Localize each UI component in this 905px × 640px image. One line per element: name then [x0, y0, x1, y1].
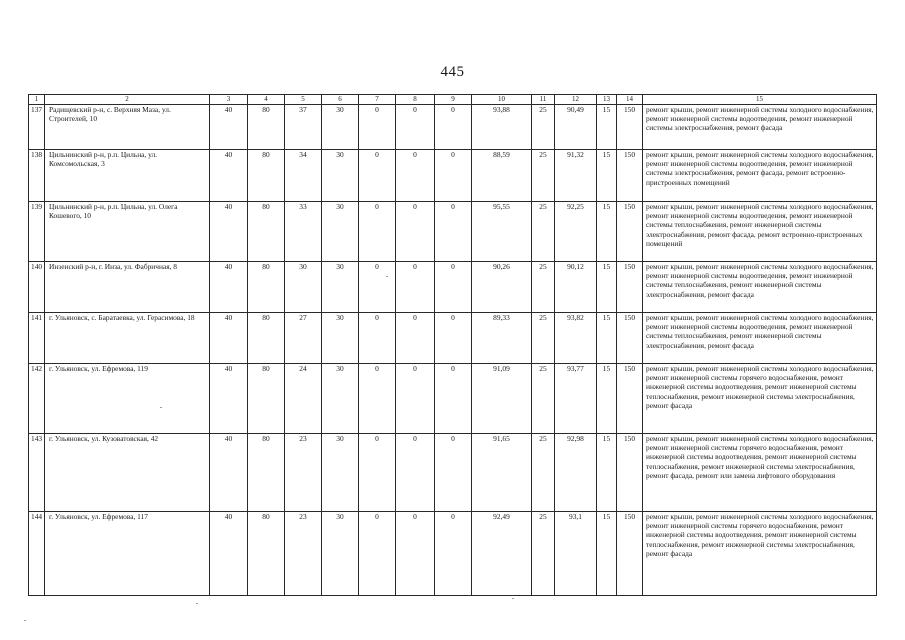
value-cell: 0	[435, 150, 472, 202]
value-cell: 0	[435, 262, 472, 313]
header-cell: 15	[643, 95, 877, 105]
address-cell: г. Ульяновск, ул. Кузоватовская, 42	[45, 434, 210, 512]
address-cell: г. Ульяновск, с. Баратаевка, ул. Герасимова, 18	[45, 313, 210, 364]
value-cell: 0	[359, 150, 396, 202]
header-cell: 12	[555, 95, 597, 105]
value-cell: 88,59	[472, 150, 532, 202]
value-cell: 150	[617, 150, 643, 202]
address-cell: г. Ульяновск, ул. Ефремова, 119	[45, 364, 210, 434]
address-cell: Инзенский р-н, г. Инза, ул. Фабричная, 8	[45, 262, 210, 313]
header-cell: 9	[435, 95, 472, 105]
value-cell: 30	[285, 262, 322, 313]
table-row	[29, 262, 877, 313]
value-cell: 40	[210, 434, 248, 512]
page-number: 445	[440, 64, 465, 80]
table-row	[29, 313, 877, 364]
header-cell: 1	[29, 95, 45, 105]
repair-table	[28, 94, 877, 596]
value-cell: 0	[435, 434, 472, 512]
value-cell: 0	[435, 202, 472, 262]
value-cell: 0	[396, 512, 435, 596]
value-cell: 93,82	[555, 313, 597, 364]
header-cell: 2	[45, 95, 210, 105]
value-cell: 23	[285, 512, 322, 596]
value-cell: 0	[359, 313, 396, 364]
value-cell: 40	[210, 202, 248, 262]
scan-speck	[386, 276, 388, 277]
value-cell: 90,12	[555, 262, 597, 313]
value-cell: 15	[597, 512, 617, 596]
value-cell: 15	[597, 150, 617, 202]
value-cell: 80	[248, 105, 285, 150]
row-number: 138	[29, 150, 45, 202]
value-cell: 89,33	[472, 313, 532, 364]
value-cell: 0	[359, 262, 396, 313]
value-cell: 90,49	[555, 105, 597, 150]
row-number: 142	[29, 364, 45, 434]
works-cell: ремонт крыши, ремонт инженерной системы холодного водоснабжения, ремонт инженерной системы горячего водоснабжения, ремонт инженерной системы водоотведения, ремонт инженерной системы теплоснабжения, ремонт инженерной системы электроснабжения, ремонт фасада	[643, 364, 877, 434]
scan-speck	[24, 620, 26, 621]
value-cell: 92,49	[472, 512, 532, 596]
value-cell: 0	[359, 105, 396, 150]
address-cell: Радищевский р-н, с. Верхняя Маза, ул. Строителей, 10	[45, 105, 210, 150]
header-cell: 13	[597, 95, 617, 105]
value-cell: 91,09	[472, 364, 532, 434]
value-cell: 150	[617, 105, 643, 150]
value-cell: 0	[435, 512, 472, 596]
value-cell: 15	[597, 434, 617, 512]
value-cell: 0	[396, 202, 435, 262]
value-cell: 80	[248, 434, 285, 512]
row-number: 139	[29, 202, 45, 262]
value-cell: 150	[617, 202, 643, 262]
row-number: 137	[29, 105, 45, 150]
value-cell: 80	[248, 364, 285, 434]
value-cell: 30	[322, 150, 359, 202]
value-cell: 33	[285, 202, 322, 262]
value-cell: 27	[285, 313, 322, 364]
value-cell: 0	[435, 105, 472, 150]
works-cell: ремонт крыши, ремонт инженерной системы холодного водоснабжения, ремонт инженерной системы водоотведения, ремонт инженерной системы теплоснабжения, ремонт инженерной системы электроснабжения, ремонт фасада	[643, 313, 877, 364]
works-cell: ремонт крыши, ремонт инженерной системы холодного водоснабжения, ремонт инженерной системы водоотведения, ремонт инженерной системы электроснабжения, ремонт фасада, ремонт встроенно-пристроенных помещений	[643, 150, 877, 202]
scan-speck	[160, 407, 162, 408]
value-cell: 150	[617, 262, 643, 313]
value-cell: 93,77	[555, 364, 597, 434]
value-cell: 80	[248, 150, 285, 202]
value-cell: 25	[532, 512, 555, 596]
value-cell: 25	[532, 262, 555, 313]
value-cell: 40	[210, 364, 248, 434]
value-cell: 25	[532, 313, 555, 364]
value-cell: 0	[396, 313, 435, 364]
value-cell: 30	[322, 105, 359, 150]
header-cell: 3	[210, 95, 248, 105]
value-cell: 0	[396, 364, 435, 434]
row-number: 143	[29, 434, 45, 512]
repair-table-wrapper	[28, 94, 876, 596]
value-cell: 95,55	[472, 202, 532, 262]
value-cell: 15	[597, 262, 617, 313]
address-cell: Цильнинский р-н, р.п. Цильна, ул. Олега Кошевого, 10	[45, 202, 210, 262]
header-cell: 8	[396, 95, 435, 105]
value-cell: 80	[248, 512, 285, 596]
table-row	[29, 105, 877, 150]
works-cell: ремонт крыши, ремонт инженерной системы холодного водоснабжения, ремонт инженерной системы водоотведения, ремонт инженерной системы электроснабжения, ремонт фасада	[643, 105, 877, 150]
value-cell: 34	[285, 150, 322, 202]
value-cell: 0	[396, 434, 435, 512]
value-cell: 40	[210, 150, 248, 202]
address-cell: г. Ульяновск, ул. Ефремова, 117	[45, 512, 210, 596]
value-cell: 15	[597, 105, 617, 150]
value-cell: 30	[322, 202, 359, 262]
value-cell: 90,26	[472, 262, 532, 313]
value-cell: 0	[435, 364, 472, 434]
value-cell: 92,25	[555, 202, 597, 262]
works-cell: ремонт крыши, ремонт инженерной системы холодного водоснабжения, ремонт инженерной системы водоотведения, ремонт инженерной системы теплоснабжения, ремонт инженерной системы электроснабжения, ремонт фасада	[643, 262, 877, 313]
value-cell: 25	[532, 364, 555, 434]
value-cell: 25	[532, 202, 555, 262]
table-row	[29, 434, 877, 512]
value-cell: 93,88	[472, 105, 532, 150]
value-cell: 30	[322, 512, 359, 596]
works-cell: ремонт крыши, ремонт инженерной системы холодного водоснабжения, ремонт инженерной системы водоотведения, ремонт инженерной системы теплоснабжения, ремонт инженерной системы электроснабжения, ремонт фасада, ремонт встроенно-пристроенных помещений	[643, 202, 877, 262]
row-number: 144	[29, 512, 45, 596]
value-cell: 15	[597, 364, 617, 434]
header-cell: 7	[359, 95, 396, 105]
value-cell: 30	[322, 434, 359, 512]
value-cell: 40	[210, 313, 248, 364]
value-cell: 0	[396, 262, 435, 313]
value-cell: 0	[359, 202, 396, 262]
scan-speck	[196, 603, 198, 604]
table-row	[29, 364, 877, 434]
value-cell: 150	[617, 364, 643, 434]
value-cell: 93,1	[555, 512, 597, 596]
value-cell: 0	[396, 150, 435, 202]
row-number: 141	[29, 313, 45, 364]
value-cell: 0	[359, 434, 396, 512]
header-cell: 4	[248, 95, 285, 105]
value-cell: 0	[396, 105, 435, 150]
table-row	[29, 202, 877, 262]
value-cell: 92,98	[555, 434, 597, 512]
scan-speck	[512, 598, 514, 599]
header-cell: 11	[532, 95, 555, 105]
value-cell: 25	[532, 105, 555, 150]
value-cell: 40	[210, 512, 248, 596]
value-cell: 24	[285, 364, 322, 434]
value-cell: 0	[359, 364, 396, 434]
value-cell: 40	[210, 262, 248, 313]
header-cell: 14	[617, 95, 643, 105]
value-cell: 37	[285, 105, 322, 150]
row-number: 140	[29, 262, 45, 313]
value-cell: 15	[597, 202, 617, 262]
value-cell: 25	[532, 150, 555, 202]
value-cell: 91,65	[472, 434, 532, 512]
value-cell: 91,32	[555, 150, 597, 202]
value-cell: 80	[248, 313, 285, 364]
value-cell: 25	[532, 434, 555, 512]
works-cell: ремонт крыши, ремонт инженерной системы холодного водоснабжения, ремонт инженерной системы горячего водоснабжения, ремонт инженерной системы водоотведения, ремонт инженерной системы теплоснабжения, ремонт инженерной системы электроснабжения, ремонт фасада, ремонт или замена лифтового оборудования	[643, 434, 877, 512]
value-cell: 150	[617, 512, 643, 596]
value-cell: 30	[322, 364, 359, 434]
header-cell: 5	[285, 95, 322, 105]
address-cell: Цильнинский р-н, р.п. Цильна, ул. Комсомольская, 3	[45, 150, 210, 202]
header-row	[29, 95, 877, 105]
value-cell: 40	[210, 105, 248, 150]
header-cell: 10	[472, 95, 532, 105]
value-cell: 0	[359, 512, 396, 596]
value-cell: 150	[617, 434, 643, 512]
table-row	[29, 512, 877, 596]
value-cell: 15	[597, 313, 617, 364]
value-cell: 30	[322, 313, 359, 364]
value-cell: 23	[285, 434, 322, 512]
works-cell: ремонт крыши, ремонт инженерной системы холодного водоснабжения, ремонт инженерной системы горячего водоснабжения, ремонт инженерной системы водоотведения, ремонт инженерной системы теплоснабжения, ремонт инженерной системы электроснабжения, ремонт фасада	[643, 512, 877, 596]
value-cell: 80	[248, 262, 285, 313]
header-cell: 6	[322, 95, 359, 105]
value-cell: 30	[322, 262, 359, 313]
value-cell: 0	[435, 313, 472, 364]
table-row	[29, 150, 877, 202]
value-cell: 150	[617, 313, 643, 364]
value-cell: 80	[248, 202, 285, 262]
